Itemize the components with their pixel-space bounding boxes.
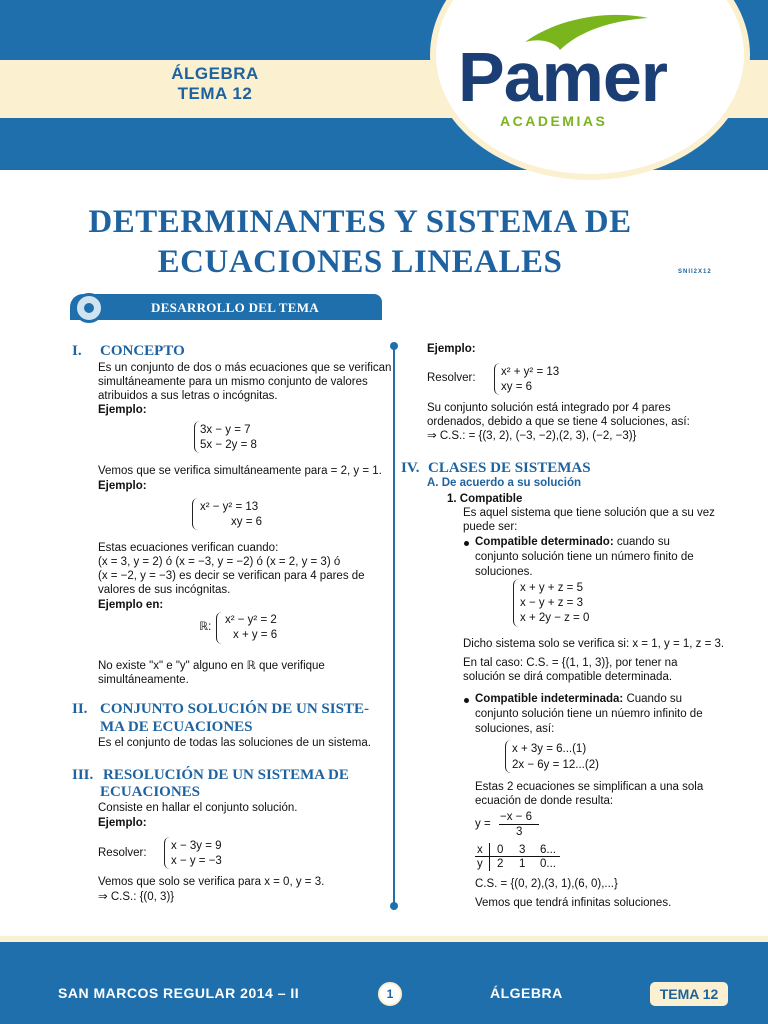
s1-ex2-text-3: (x = −2, y = −3) es decir se verifican para 4 pares de xyxy=(98,570,365,582)
logo-tagline: ACADEMIAS xyxy=(500,113,608,129)
section-3-title-1: RESOLUCIÓN DE UN SISTEMA DE xyxy=(103,767,349,783)
s1-example-label-3: Ejemplo en: xyxy=(98,599,164,611)
title-line-2: ECUACIONES LINEALES xyxy=(157,244,563,280)
bullet-icon xyxy=(464,698,469,703)
s1-ex2-eq2: xy = 6 xyxy=(231,516,263,528)
cd-title: Compatible determinado: xyxy=(475,536,614,548)
brace xyxy=(192,498,198,530)
section-3-number: III. xyxy=(72,767,94,783)
s3-example-label: Ejemplo: xyxy=(98,817,147,829)
r-example-label: Ejemplo: xyxy=(427,343,476,355)
footer-topic-badge: TEMA 12 xyxy=(650,982,728,1006)
r-eq2: xy = 6 xyxy=(501,381,533,393)
s3-paragraph: Consiste en hallar el conjunto solución. xyxy=(98,802,298,814)
r-text-3: ⇒ C.S.: = {(3, 2), (−3, −2),(2, 3), (−2, −3)} xyxy=(427,430,637,442)
compatible-indeterminada-line xyxy=(475,692,682,707)
s1-ex3-set: ℝ: xyxy=(199,621,212,633)
s1-ex2-text-4: valores de sus incógnitas. xyxy=(98,584,231,596)
cd-text-1: cuando su xyxy=(613,536,670,548)
ci-title: Compatible indeterminada: xyxy=(475,693,624,705)
cd-result-2: En tal caso: C.S. = {(1, 1, 3)}, por tener na xyxy=(463,657,678,669)
section-1-number: I. xyxy=(72,343,82,359)
table-cell: 1 xyxy=(519,858,526,870)
topic-label: TEMA 12 xyxy=(177,84,253,103)
page-number: 1 xyxy=(378,982,402,1006)
r-text-2: ordenados, debido a que se tiene 4 soluciones, así: xyxy=(427,416,690,428)
s3-text-2: ⇒ C.S.: {(0, 3)} xyxy=(98,891,175,903)
brace xyxy=(494,363,500,395)
brace xyxy=(216,612,222,644)
brace xyxy=(513,579,519,627)
section-2-title-1: CONJUNTO SOLUCIÓN DE UN SISTE- xyxy=(100,701,369,717)
ci-solution-set: C.S. = {(0, 2),(3, 1),(6, 0),...} xyxy=(475,878,618,890)
s1-ex2-text-2: (x = 3, y = 2) ó (x = −3, y = −2) ó (x = 2, y = 3) ó xyxy=(98,556,341,568)
section-2-title-2: MA DE ECUACIONES xyxy=(100,719,253,735)
cd-result-3: solución se dirá compatible determinada. xyxy=(463,671,673,683)
subject-label: ÁLGEBRA xyxy=(171,64,259,83)
cd-text-2: conjunto solución tiene un número finito de xyxy=(475,551,694,563)
s1-paragraph-line-2: simultáneamente para un mismo conjunto de valores xyxy=(98,376,368,388)
footer-subject: ÁLGEBRA xyxy=(490,985,563,1001)
ci-result-1: Estas 2 ecuaciones se simplifican a una sola xyxy=(475,781,704,793)
title-line-1: DETERMINANTES Y SISTEMA DE xyxy=(88,204,632,240)
section-1-title: CONCEPTO xyxy=(100,343,185,359)
s4-subheading: A. De acuerdo a su solución xyxy=(427,477,582,489)
s1-ex3-text-2: simultáneamente. xyxy=(98,674,189,686)
compatible-determinado-line xyxy=(475,535,670,550)
footer-course: SAN MARCOS REGULAR 2014 – II xyxy=(58,985,300,1001)
s1-ex1-eq2: 5x − 2y = 8 xyxy=(200,439,257,451)
page-title xyxy=(40,202,680,282)
cd-text-3: soluciones. xyxy=(475,566,533,578)
cd-eq1: x + y + z = 5 xyxy=(520,582,583,594)
table-cell: 3 xyxy=(519,844,526,856)
s1-ex1-text: Vemos que se verifica simultáneamente para = 2, y = 1. xyxy=(98,465,382,477)
s1-paragraph-line-3: atribuidos a sus letras o incógnitas. xyxy=(98,390,278,402)
s1-ex1-eq1: 3x − y = 7 xyxy=(200,424,251,436)
s2-paragraph: Es el conjunto de todas las soluciones de un sistema. xyxy=(98,737,371,749)
s1-example-label-2: Ejemplo: xyxy=(98,480,147,492)
table-divider-horizontal xyxy=(475,856,560,857)
cd-result-1: Dicho sistema solo se verifica si: x = 1, y = 1, z = 3. xyxy=(463,638,725,650)
table-cell: 0 xyxy=(497,844,504,856)
table-cell: x xyxy=(477,844,483,856)
s1-ex2-text-1: Estas ecuaciones verifican cuando: xyxy=(98,542,279,554)
section-bar-label: DESARROLLO DEL TEMA xyxy=(151,300,319,315)
section-3-title-2: ECUACIONES xyxy=(100,784,201,800)
ci-eq2: 2x − 6y = 12...(2) xyxy=(512,759,599,771)
subject-heading xyxy=(130,64,300,104)
r-eq1: x² + y² = 13 xyxy=(501,366,560,378)
s3-eq1: x − 3y = 9 xyxy=(171,840,222,852)
ci-eq1: x + 3y = 6...(1) xyxy=(512,743,587,755)
ci-result-2: ecuación de donde resulta: xyxy=(475,795,614,807)
s1-paragraph-line-1: Es un conjunto de dos o más ecuaciones que se verifican xyxy=(98,362,392,374)
s1-example-label-1: Ejemplo: xyxy=(98,404,147,416)
section-4-title: CLASES DE SISTEMAS xyxy=(428,460,591,476)
section-4-number: IV. xyxy=(401,460,420,476)
r-text-1: Su conjunto solución está integrado por 4 pares xyxy=(427,402,671,414)
s1-ex3-eq2: x + y = 6 xyxy=(233,629,278,641)
table-cell: 6... xyxy=(540,844,556,856)
divider-dot-bottom xyxy=(390,902,398,910)
r-resolver-label: Resolver: xyxy=(427,372,476,384)
brace xyxy=(164,837,170,869)
cd-eq2: x − y + z = 3 xyxy=(520,597,583,609)
fraction-numerator: −x − 6 xyxy=(500,811,532,823)
ci-text-1: Cuando su xyxy=(623,693,683,705)
ci-conclusion: Vemos que tendrá infinitas soluciones. xyxy=(475,897,672,909)
section-2-number: II. xyxy=(72,701,88,717)
logo-wordmark: Pamer xyxy=(458,38,668,116)
s3-resolver-label: Resolver: xyxy=(98,847,147,859)
bullet-icon xyxy=(464,541,469,546)
s1-ex3-text-1: No existe "x" e "y" alguno en ℝ que verifique xyxy=(98,660,325,672)
divider-dot-top xyxy=(390,342,398,350)
table-cell: 2 xyxy=(497,858,504,870)
column-divider xyxy=(393,346,395,906)
table-cell: y xyxy=(477,858,483,870)
table-divider-vertical xyxy=(489,843,490,871)
table-cell: 0... xyxy=(540,858,556,870)
fraction-denominator: 3 xyxy=(516,826,523,838)
s1-ex3-eq1: x² − y² = 2 xyxy=(225,614,277,626)
header-gap xyxy=(0,170,768,174)
s4-item-1-title: 1. Compatible xyxy=(447,493,523,505)
s3-eq2: x − y = −3 xyxy=(171,855,222,867)
cd-eq3: x + 2y − z = 0 xyxy=(520,612,590,624)
s4-item-1-text-1: Es aquel sistema que tiene solución que a su vez xyxy=(463,507,715,519)
s1-ex2-eq1: x² − y² = 13 xyxy=(200,501,259,513)
document-code: SNII2X12 xyxy=(678,269,712,275)
ci-text-2: conjunto solución tiene un núemro infinito de xyxy=(475,708,703,720)
ci-text-3: soluciones, así: xyxy=(475,723,555,735)
s4-item-1-text-2: puede ser: xyxy=(463,521,518,533)
s3-text-1: Vemos que solo se verifica para x = 0, y = 3. xyxy=(98,876,325,888)
brace xyxy=(505,740,511,773)
fraction-lhs: y = xyxy=(475,818,491,830)
